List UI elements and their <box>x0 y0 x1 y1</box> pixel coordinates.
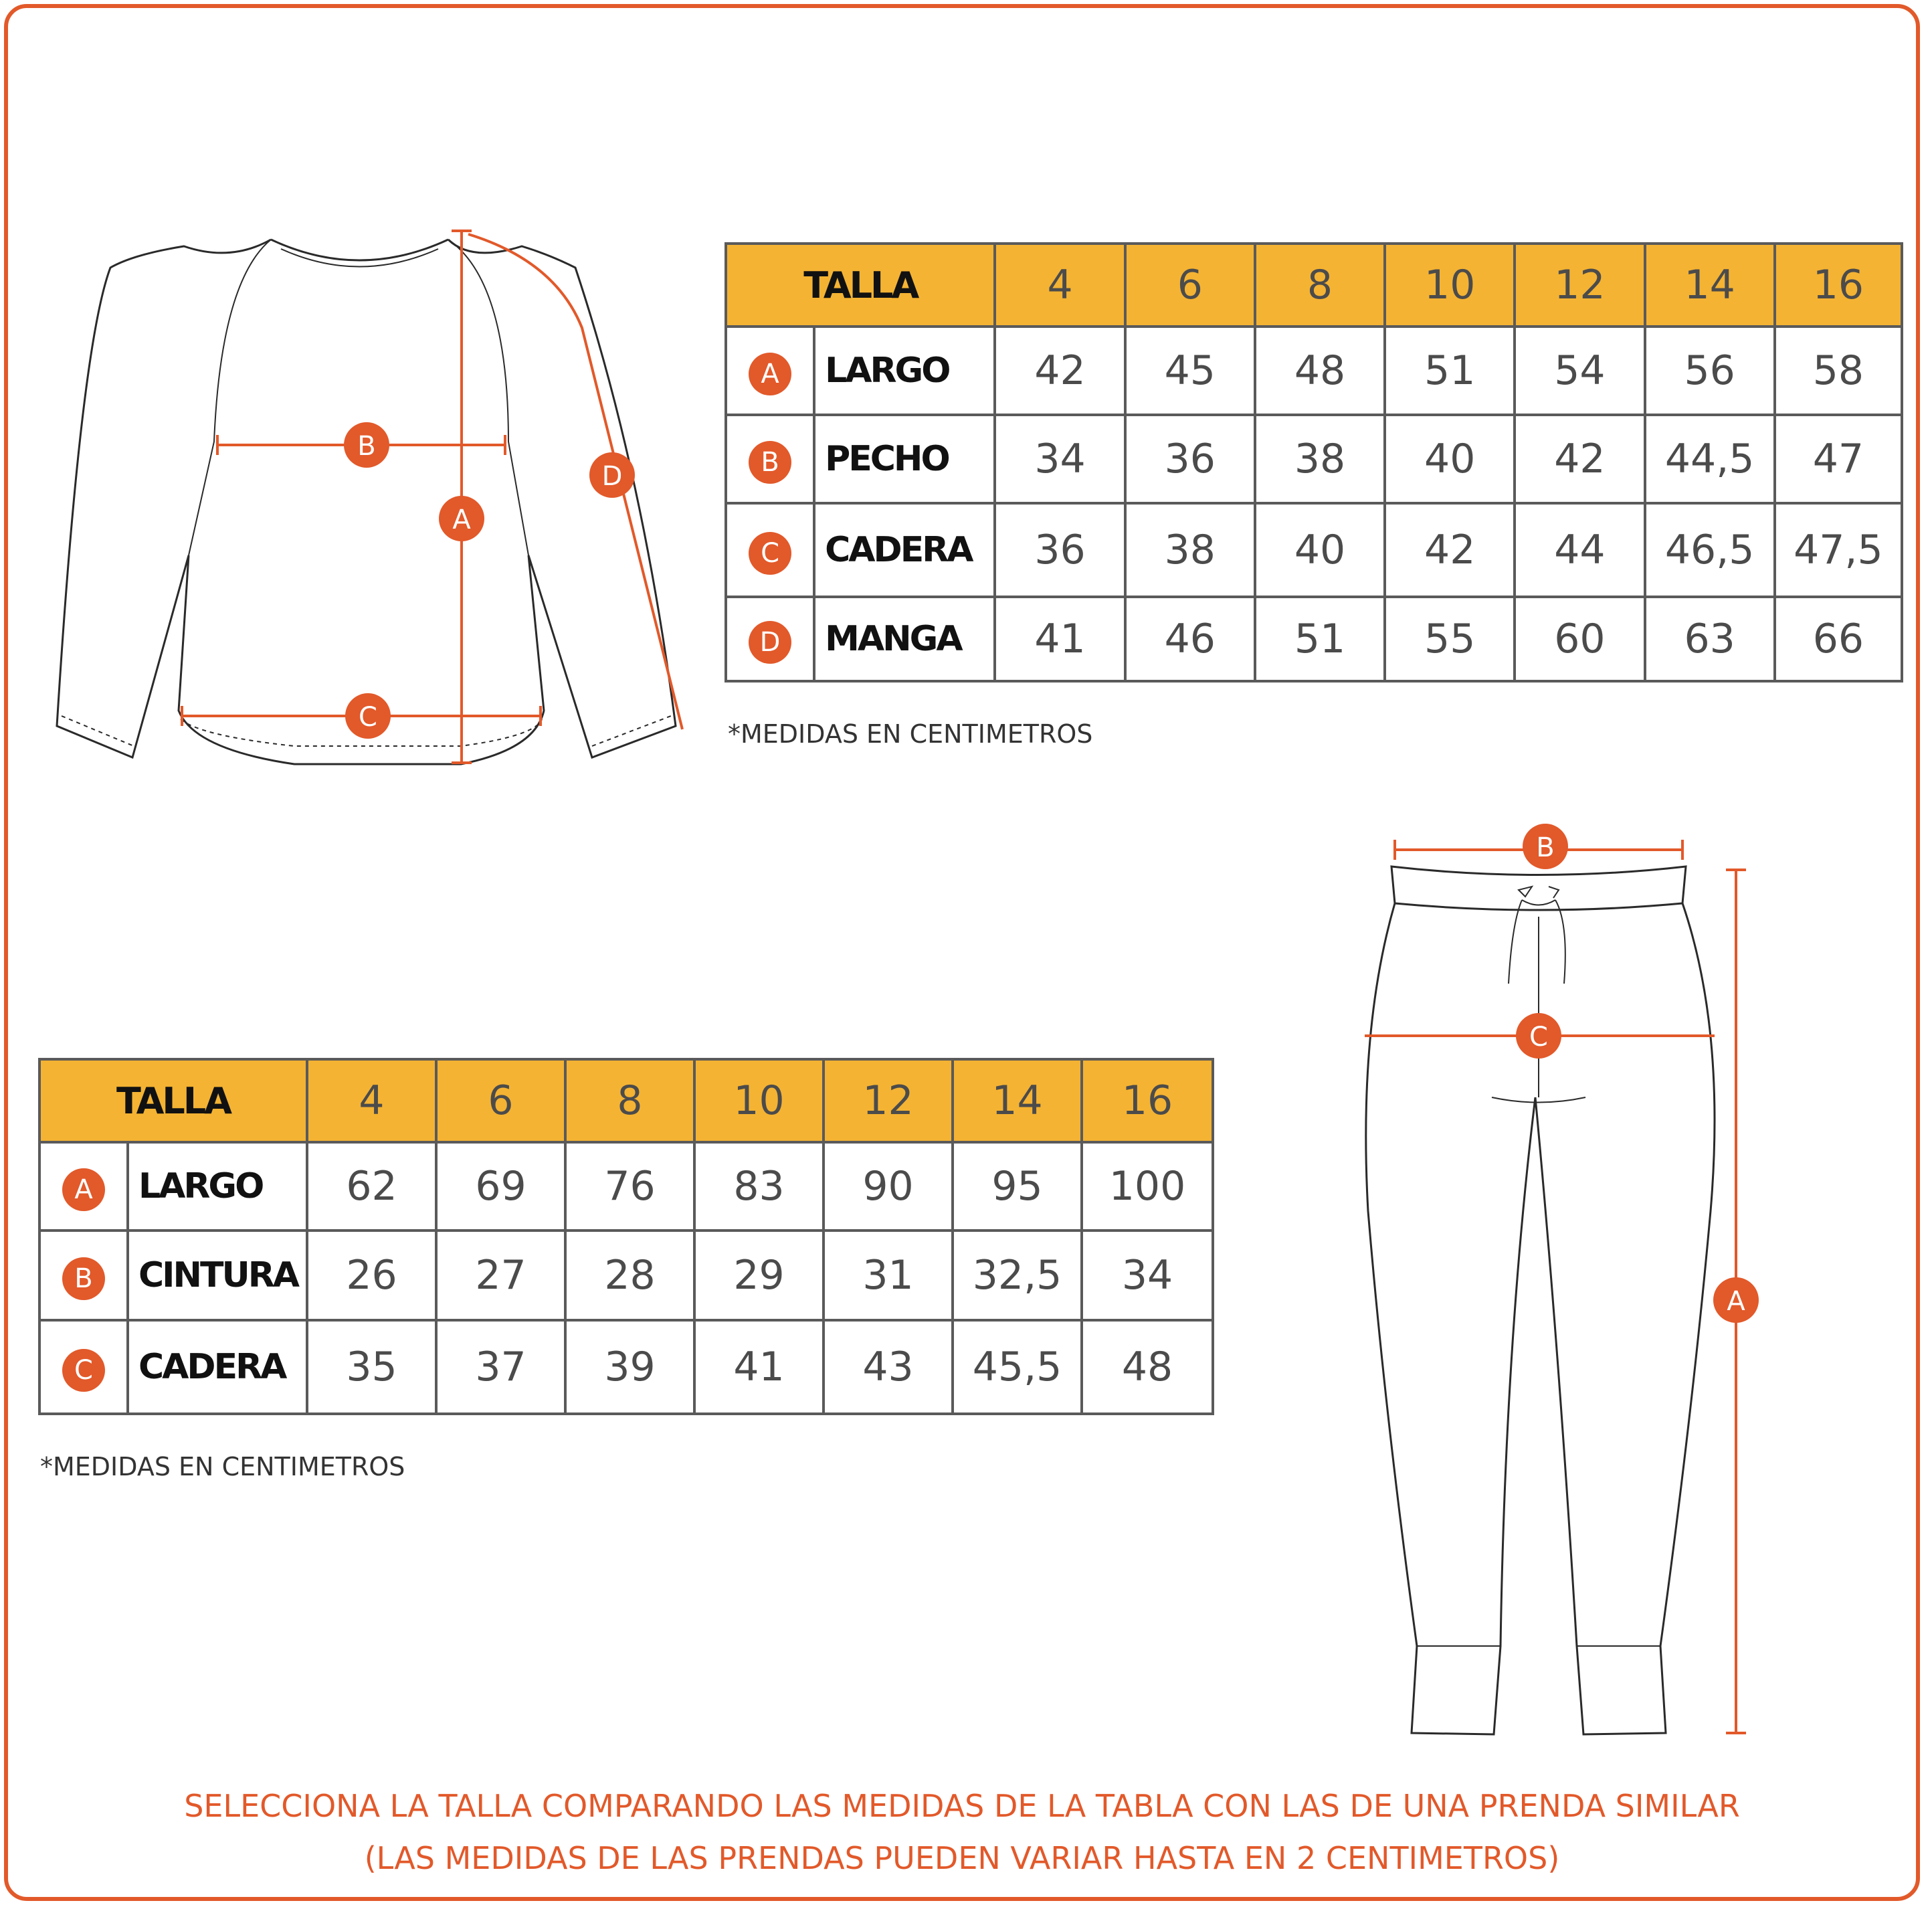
pants-units-note: *MEDIDAS EN CENTIMETROS <box>40 1452 405 1481</box>
table-cell: 56 <box>1645 327 1775 415</box>
table-cell: 48 <box>1255 327 1385 415</box>
table-cell: 38 <box>1125 503 1255 597</box>
table-cell: 46 <box>1125 597 1255 681</box>
pants-marker-a <box>1713 1277 1759 1323</box>
table-row <box>726 503 1902 597</box>
shirt-marker-d <box>589 452 635 498</box>
table-cell: 28 <box>565 1231 694 1320</box>
pants-size-table <box>38 1058 1214 1415</box>
size-header: 14 <box>1645 244 1775 327</box>
pants-diagram <box>1338 810 1806 1760</box>
table-cell: 47 <box>1775 415 1902 503</box>
table-cell: 45 <box>1125 327 1255 415</box>
footer-instruction: SELECCIONA LA TALLA COMPARANDO LAS MEDIDAS DE LA TABLA CON LAS DE UNA PRENDA SIMILAR <box>184 1788 1740 1824</box>
table-cell: 51 <box>1385 327 1515 415</box>
table-cell: 38 <box>1255 415 1385 503</box>
table-cell: 34 <box>995 415 1125 503</box>
size-header: 8 <box>565 1059 694 1142</box>
size-header: 16 <box>1082 1059 1213 1142</box>
table-cell: 42 <box>995 327 1125 415</box>
measure-badge: B <box>749 441 791 484</box>
table-cell: 29 <box>694 1231 824 1320</box>
table-cell: 42 <box>1385 503 1515 597</box>
pants-marker-c <box>1516 1013 1561 1059</box>
table-cell: 41 <box>694 1320 824 1414</box>
measure-badge: C <box>749 532 791 575</box>
table-cell: 48 <box>1082 1320 1213 1414</box>
svg-text:A: A <box>1727 1286 1745 1317</box>
measure-badge: B <box>62 1257 105 1300</box>
size-header: 14 <box>953 1059 1082 1142</box>
table-cell: 51 <box>1255 597 1385 681</box>
table-cell: 26 <box>307 1231 436 1320</box>
shirt-marker-c <box>345 693 391 739</box>
table-cell: 55 <box>1385 597 1515 681</box>
table-cell: 36 <box>995 503 1125 597</box>
table-cell: 46,5 <box>1645 503 1775 597</box>
row-label: CADERA <box>814 503 995 597</box>
table-cell: 83 <box>694 1142 824 1231</box>
measure-badge: A <box>62 1168 105 1211</box>
table-cell: 100 <box>1082 1142 1213 1231</box>
table-row <box>39 1231 1213 1320</box>
table-cell: 60 <box>1515 597 1644 681</box>
size-header: 10 <box>694 1059 824 1142</box>
shirt-units-note: *MEDIDAS EN CENTIMETROS <box>728 719 1093 749</box>
table-cell: 58 <box>1775 327 1902 415</box>
table-cell: 44,5 <box>1645 415 1775 503</box>
table-cell: 95 <box>953 1142 1082 1231</box>
table-row <box>726 415 1902 503</box>
shirt-size-table <box>724 242 1903 682</box>
table-row <box>39 1142 1213 1231</box>
table-cell: 69 <box>436 1142 565 1231</box>
svg-text:A: A <box>452 505 471 535</box>
size-header: 12 <box>1515 244 1644 327</box>
row-label: PECHO <box>814 415 995 503</box>
size-header: 16 <box>1775 244 1902 327</box>
svg-text:C: C <box>1529 1022 1548 1053</box>
table-cell: 90 <box>824 1142 953 1231</box>
pants-markers <box>1516 824 1759 1323</box>
shirt-markers <box>344 422 635 739</box>
shirt-marker-b <box>344 422 389 468</box>
table-header-row <box>39 1059 1213 1142</box>
table-cell: 44 <box>1515 503 1644 597</box>
table-cell: 36 <box>1125 415 1255 503</box>
shirt-marker-a <box>439 496 484 541</box>
table-cell: 27 <box>436 1231 565 1320</box>
table-cell: 66 <box>1775 597 1902 681</box>
row-label: CADERA <box>128 1320 307 1414</box>
svg-text:B: B <box>357 431 376 462</box>
table-header-row <box>726 244 1902 327</box>
svg-text:B: B <box>1536 832 1555 863</box>
footer-disclaimer: (LAS MEDIDAS DE LAS PRENDAS PUEDEN VARIAR HASTA EN 2 CENTIMETROS) <box>364 1840 1560 1876</box>
table-cell: 35 <box>307 1320 436 1414</box>
size-header: 12 <box>824 1059 953 1142</box>
table-row <box>726 597 1902 681</box>
table-cell: 39 <box>565 1320 694 1414</box>
svg-text:D: D <box>601 461 623 492</box>
table-cell: 31 <box>824 1231 953 1320</box>
table-cell: 32,5 <box>953 1231 1082 1320</box>
table-cell: 41 <box>995 597 1125 681</box>
table-cell: 45,5 <box>953 1320 1082 1414</box>
row-label: LARGO <box>128 1142 307 1231</box>
table-cell: 40 <box>1385 415 1515 503</box>
size-header: 4 <box>995 244 1125 327</box>
measure-badge: C <box>62 1349 105 1392</box>
talla-header: TALLA <box>39 1059 307 1142</box>
table-cell: 76 <box>565 1142 694 1231</box>
table-cell: 54 <box>1515 327 1644 415</box>
size-header: 8 <box>1255 244 1385 327</box>
svg-text:C: C <box>359 702 377 733</box>
table-cell: 43 <box>824 1320 953 1414</box>
talla-header: TALLA <box>726 244 995 327</box>
size-header: 4 <box>307 1059 436 1142</box>
measure-badge: D <box>749 621 791 664</box>
row-label: LARGO <box>814 327 995 415</box>
table-cell: 40 <box>1255 503 1385 597</box>
table-row <box>39 1320 1213 1414</box>
shirt-diagram <box>0 0 736 803</box>
table-cell: 62 <box>307 1142 436 1231</box>
size-header: 6 <box>1125 244 1255 327</box>
table-cell: 37 <box>436 1320 565 1414</box>
size-header: 10 <box>1385 244 1515 327</box>
size-header: 6 <box>436 1059 565 1142</box>
row-label: MANGA <box>814 597 995 681</box>
table-cell: 63 <box>1645 597 1775 681</box>
pants-marker-b <box>1523 824 1568 869</box>
measure-badge: A <box>749 353 791 395</box>
table-cell: 42 <box>1515 415 1644 503</box>
row-label: CINTURA <box>128 1231 307 1320</box>
table-cell: 34 <box>1082 1231 1213 1320</box>
table-row <box>726 327 1902 415</box>
table-cell: 47,5 <box>1775 503 1902 597</box>
